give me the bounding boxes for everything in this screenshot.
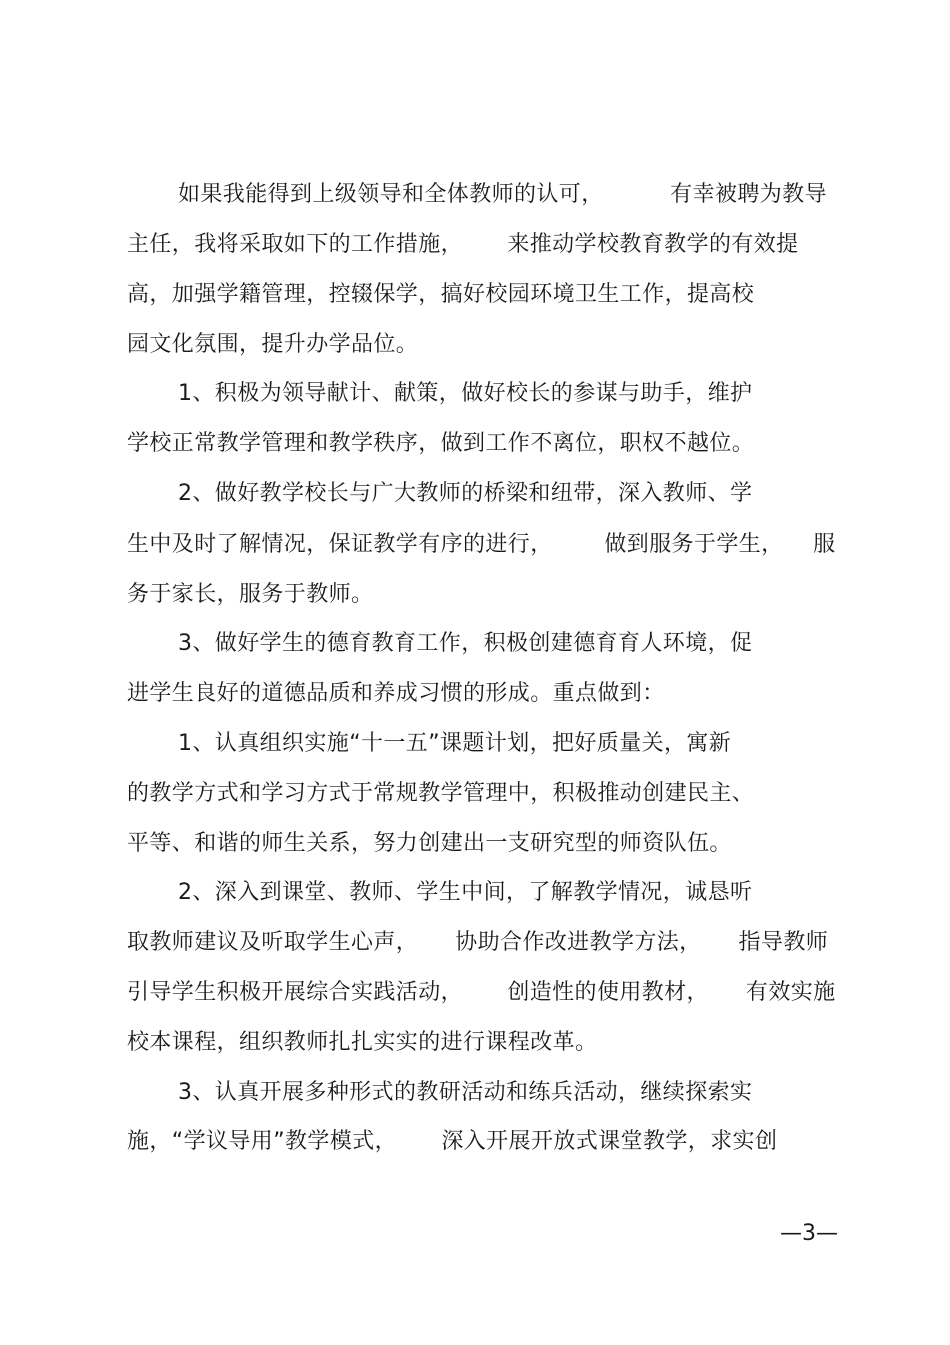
text-line: 施，“学议导用”教学模式， 深入开展开放式课堂教学，求实创 [127,1129,778,1154]
text-line: 3、做好学生的德育教育工作，积极创建德育育人环境，促 [178,631,753,656]
text-line: 1、认真组织实施“十一五”课题计划，把好质量关，寓新 [178,731,732,756]
text-line: 的教学方式和学习方式于常规教学管理中，积极推动创建民主、 [127,781,755,806]
text-line: 校本课程，组织教师扎扎实实的进行课程改革。 [127,1030,598,1055]
text-line: 取教师建议及听取学生心声， 协助合作改进教学方法， 指导教师 [127,930,829,955]
text-line: 如果我能得到上级领导和全体教师的认可， 有幸被聘为教导 [178,182,827,207]
text-line: 3、认真开展多种形式的教研活动和练兵活动，继续探索实 [178,1080,753,1105]
text-line: 生中及时了解情况，保证教学有序的进行， 做到服务于学生， 服 [127,532,836,557]
page-number: —3— [780,1221,838,1246]
text-line: 引导学生积极开展综合实践活动， 创造性的使用教材， 有效实施 [127,980,836,1005]
text-line: 园文化氛围，提升办学品位。 [127,332,419,357]
text-line: 高，加强学籍管理，控辍保学，搞好校园环境卫生工作，提高校 [127,282,755,307]
text-line: 主任，我将采取如下的工作措施， 来推动学校教育教学的有效提 [127,232,799,257]
text-line: 进学生良好的道德品质和养成习惯的形成。重点做到： [127,681,665,706]
text-line: 2、深入到课堂、教师、学生中间，了解教学情况，诚恳听 [178,880,753,905]
text-line: 1、积极为领导献计、献策，做好校长的参谋与助手，维护 [178,381,753,406]
text-line: 2、做好教学校长与广大教师的桥梁和纽带，深入教师、学 [178,481,753,506]
text-line: 学校正常教学管理和教学秩序，做到工作不离位，职权不越位。 [127,431,755,456]
text-line: 平等、和谐的师生关系，努力创建出一支研究型的师资队伍。 [127,831,732,856]
text-line: 务于家长，服务于教师。 [127,582,374,607]
